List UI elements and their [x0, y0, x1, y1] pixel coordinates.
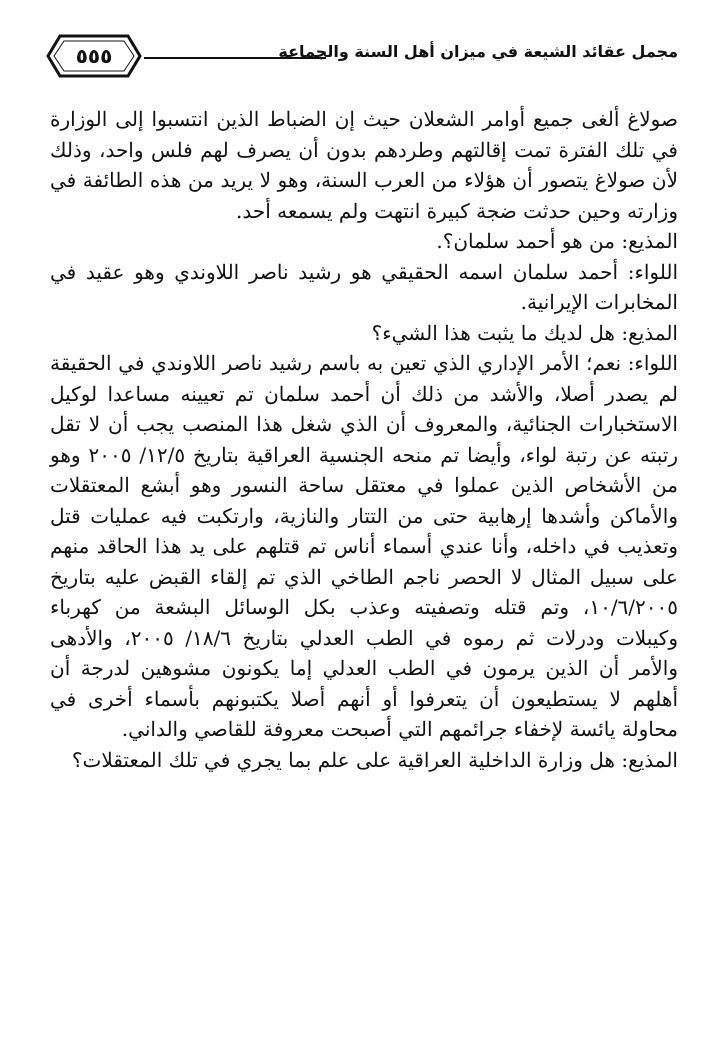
page-number-badge — [46, 34, 142, 78]
page-number: ٥٥٥ — [75, 44, 113, 68]
paragraph — [50, 318, 678, 349]
paragraph-text: نعم؛ الأمر الإداري الذي تعين به باسم رشيد ناصر اللاوندي في الحقيقة لم يصدر أصلا، والأشد من ذلك أن أحمد سلمان تم تعيينه مساعدا لوكيل الاستخبارات الجنائية، والمعروف أن الذي شغل هذا المنصب يجب أن لا تقل رتبته عن رتبة لواء، وأيضا تم منحه الجنسية العراقية بتاريخ ١٢/٥/ ٢٠٠٥ وهو من الأشخاص الذين عملوا في معتقل ساحة النسور وهو أبشع المعتقلات والأماكن وأشدها إرهابية حتى من التتار والنازية، وارتكبت فيه عمليات قتل وتعذيب في داخله، وأنا عندي أسماء أناس تم قتلهم على يد هذا الحاقد منهم على سبيل المثال لا الحصر ناجم الطاخي الذي تم إلقاء القبض عليه بتاريخ ١٠/٦/٢٠٠٥، وتم قتله وتصفيته وعذب بكل الوسائل البشعة من كهرباء وكيبلات ودرلات ثم رموه في الطب العدلي بتاريخ ١٨/٦/ ٢٠٠٥، والأدهى والأمر أن الذين يرمون في الطب العدلي إما يكونون مشوهين لدرجة أن أهلهم لا يستطيعون أن يتعرفوا أو أنهم أصلا يكتبونهم بأسماء أخرى في محاولة يائسة لإخفاء جرائمهم التي أصبحت معروفة للقاصي والداني. — [50, 351, 678, 741]
paragraph-text: هل لديك ما يثبت هذا الشيء؟ — [371, 320, 615, 345]
paragraph-speaker: اللواء: — [627, 259, 679, 284]
paragraph-text: من هو أحمد سلمان؟. — [436, 229, 615, 253]
paragraph-speaker: المذيع: — [621, 229, 678, 253]
page-body — [50, 104, 678, 775]
paragraph-text: هل وزارة الداخلية العراقية على علم بما يجري في تلك المعتقلات؟ — [71, 747, 615, 772]
paragraph — [50, 104, 678, 226]
paragraph — [50, 226, 678, 257]
paragraph-speaker: المذيع: — [621, 320, 678, 345]
paragraph-text: صولاغ ألغى جميع أوامر الشعلان حيث إن الضباط الذين انتسبوا إلى الوزارة في تلك الفترة تمت إقالتهم وطردهم بدون أن يصرف لهم فلس واحد، وذلك لأن صولاغ يتصور أن هؤلاء من العرب السنة، وهو لا يريد من هذه الطائفة في وزارته وحين حدثت ضجة كبيرة انتهت ولم يسمعه أحد. — [50, 107, 678, 223]
paragraph — [50, 745, 678, 776]
paragraph-speaker: اللواء: — [627, 351, 678, 375]
page-header — [40, 30, 678, 90]
paragraph — [50, 348, 678, 745]
running-title: مجمل عقائد الشيعة في ميزان أهل السنة والجماعة — [278, 42, 678, 61]
paragraph-text: أحمد سلمان اسمه الحقيقي هو رشيد ناصر اللاوندي وهو عقيد في المخابرات الإيرانية. — [50, 259, 678, 314]
paragraph-speaker: المذيع: — [621, 747, 678, 772]
paragraph — [50, 257, 678, 318]
